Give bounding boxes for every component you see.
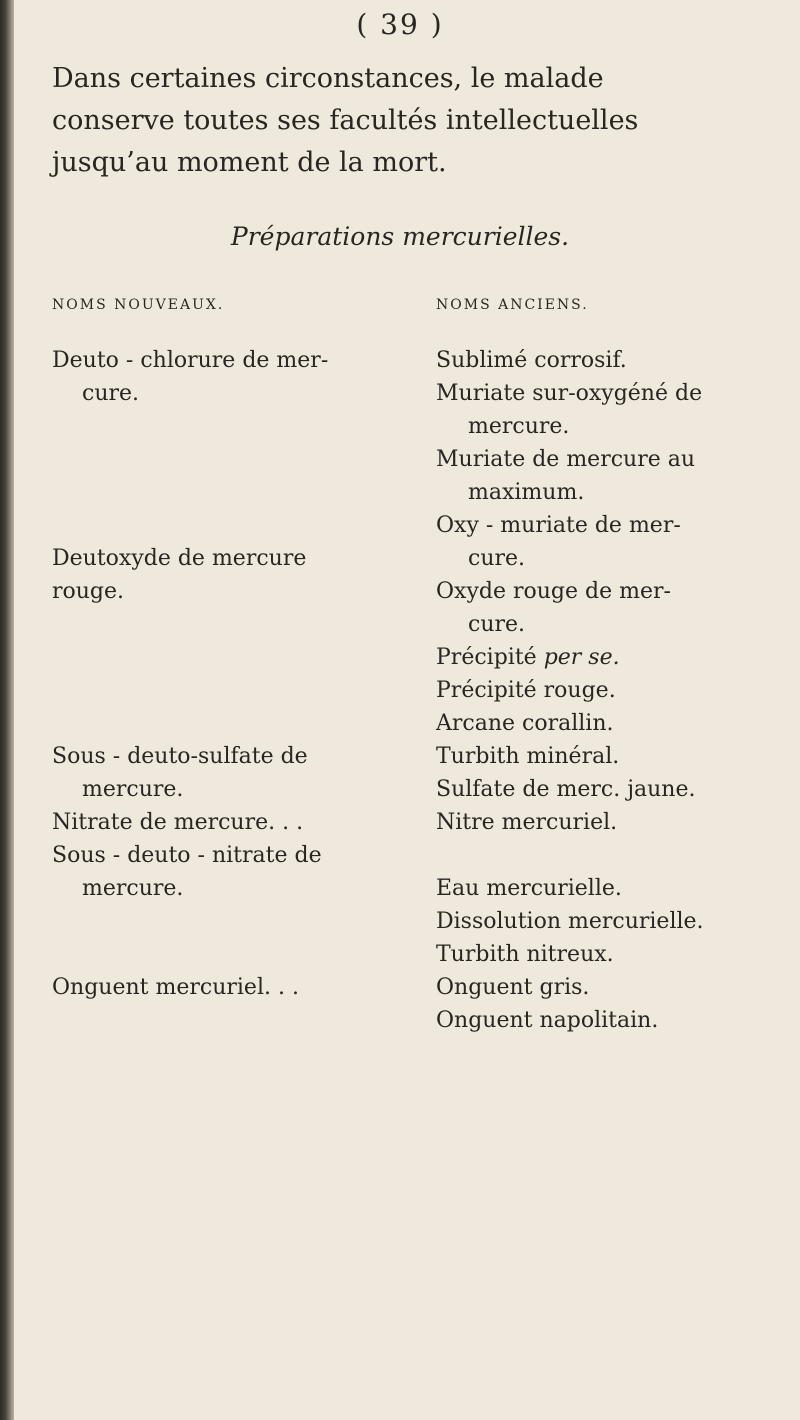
old-name: cure. xyxy=(468,546,526,571)
old-name: Sublimé corrosif. xyxy=(436,348,627,373)
old-name: Arcane corallin. xyxy=(436,711,614,736)
entry-text: mercure. xyxy=(82,876,184,901)
entry-text: rouge. xyxy=(52,579,125,604)
old-name: Sulfate de merc. jaune. xyxy=(436,777,696,802)
entry-onguent xyxy=(52,971,412,1004)
old-name: Turbith minéral. xyxy=(436,744,620,769)
column-header-old-names: NOMS ANCIENS. xyxy=(436,297,589,313)
intro-line: jusqu’au moment de la mort. xyxy=(52,147,447,178)
entry-text: Onguent mercuriel. . . xyxy=(52,975,299,1000)
old-name: Onguent napolitain. xyxy=(436,1008,659,1033)
intro-line: Dans certaines circonstances, le malade xyxy=(52,63,604,94)
entry-text: Sous - deuto-sulfate de xyxy=(52,744,308,769)
old-name: Eau mercurielle. xyxy=(436,876,622,901)
entry-text: Deutoxyde de mercure xyxy=(52,546,307,571)
old-name: Muriate sur-oxygéné de xyxy=(436,381,703,406)
old-name-italic: per se. xyxy=(543,645,620,670)
old-names-list xyxy=(436,344,776,1037)
old-name: Oxyde rouge de mer- xyxy=(436,579,671,604)
old-name: Nitre mercuriel. xyxy=(436,810,618,835)
old-name: cure. xyxy=(468,612,526,637)
old-name: Onguent gris. xyxy=(436,975,590,1000)
entry-text: Deuto - chlorure de mer- xyxy=(52,348,329,373)
entry-sous-deuto-nitrate xyxy=(52,839,412,905)
intro-paragraph xyxy=(52,58,752,184)
entry-text: mercure. xyxy=(82,777,184,802)
entry-text: cure. xyxy=(82,381,140,406)
entry-text: Nitrate de mercure. . . xyxy=(52,810,304,835)
old-name: mercure. xyxy=(468,414,570,439)
old-name: maximum. xyxy=(468,480,585,505)
entry-text: Sous - deuto - nitrate de xyxy=(52,843,322,868)
entry-deutoxyde xyxy=(52,542,412,608)
old-name: Dissolution mercurielle. xyxy=(436,909,704,934)
old-name-text: Précipité xyxy=(436,645,537,670)
intro-line: conserve toutes ses facultés intellectuelles xyxy=(52,105,639,136)
entry-deuto-chlorure xyxy=(52,344,412,410)
old-name: Oxy - muriate de mer- xyxy=(436,513,681,538)
old-name: Turbith nitreux. xyxy=(436,942,614,967)
section-title: Préparations mercurielles. xyxy=(230,222,570,251)
entry-sous-deuto-sulfate xyxy=(52,740,412,806)
old-name: Précipité rouge. xyxy=(436,678,616,703)
entry-nitrate xyxy=(52,806,412,839)
column-header-new-names: NOMS NOUVEAUX. xyxy=(52,297,225,313)
page-number: ( 39 ) xyxy=(356,8,444,41)
old-name: Muriate de mercure au xyxy=(436,447,696,472)
old-name xyxy=(436,641,776,674)
